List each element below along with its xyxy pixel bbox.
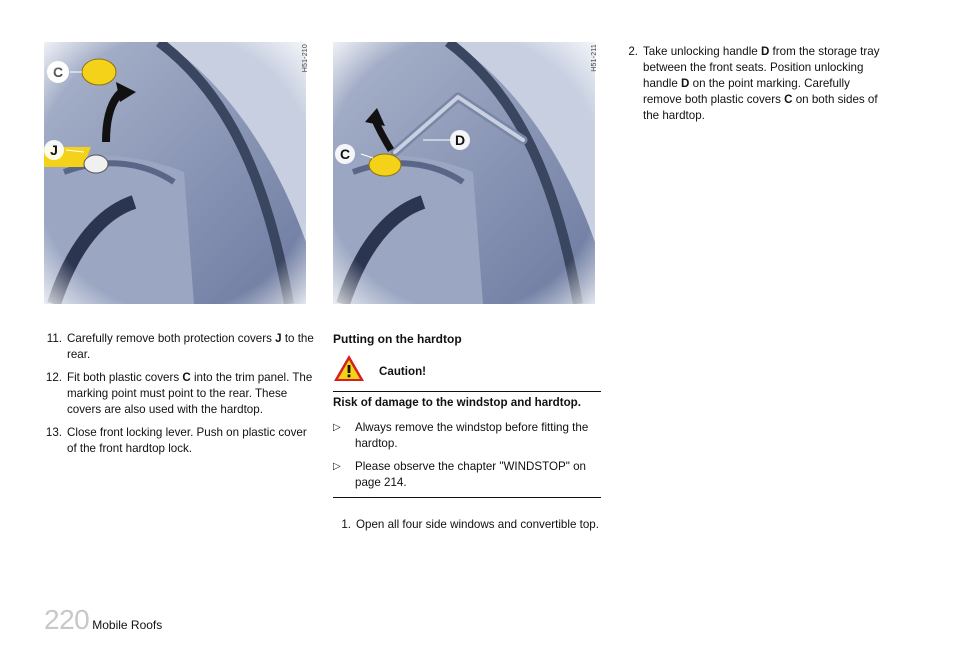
- step-1: [333, 517, 601, 533]
- caution-top-rule: [333, 391, 601, 392]
- step-12: [44, 370, 316, 418]
- step-text: Close front locking lever. Push on plastic cover of the front hardtop lock.: [67, 426, 307, 455]
- step-ref: D: [681, 77, 690, 90]
- step-text: to the rear.: [67, 332, 314, 361]
- page-footer: [44, 606, 162, 634]
- figure-code-right: H51-211: [591, 44, 598, 72]
- list-item: [333, 420, 601, 452]
- step-number: 11.: [46, 332, 62, 345]
- bullet-text: Please observe the chapter "WINDSTOP" on page 214.: [355, 460, 586, 489]
- page-number: 220: [44, 604, 90, 635]
- step-text: Carefully remove both protection covers: [67, 332, 276, 345]
- step-text: on both sides of the hardtop.: [643, 93, 878, 122]
- step-ref: D: [760, 45, 770, 58]
- triangle-bullet-icon: ▷: [333, 461, 341, 472]
- step-13: [44, 425, 316, 457]
- step-number: 12.: [45, 371, 62, 384]
- caution-header: [333, 353, 601, 383]
- step-number: 13.: [45, 426, 62, 439]
- figure-protection-covers: [44, 42, 306, 304]
- step-text: Take unlocking handle: [643, 45, 761, 58]
- step-text: on the point marking. Carefully remove both plastic covers: [643, 77, 850, 106]
- step-text: from the storage tray between the front seats. Position unlocking handle: [643, 45, 880, 90]
- step-text: Fit both plastic covers: [67, 371, 183, 384]
- caution-bottom-rule: [333, 497, 601, 498]
- step-number: 2.: [628, 45, 638, 58]
- section-heading: Putting on the hardtop: [333, 332, 462, 346]
- left-column: [44, 331, 316, 464]
- right-column: [620, 44, 888, 131]
- figure-unlocking-handle: [333, 42, 595, 304]
- step-ref: C: [182, 371, 191, 384]
- step-ref: C: [784, 93, 793, 106]
- caution-label: Caution!: [379, 365, 427, 378]
- triangle-bullet-icon: ▷: [333, 422, 341, 433]
- caution-title: Risk of damage to the windstop and hardtop.: [333, 396, 581, 409]
- warning-triangle-icon: [333, 354, 365, 382]
- caution-bullets: [333, 420, 601, 491]
- bullet-text: Always remove the windstop before fitting the hardtop.: [355, 421, 589, 450]
- middle-column: [333, 331, 601, 540]
- section-name: Mobile Roofs: [92, 618, 163, 632]
- list-item: [333, 459, 601, 491]
- car-roof-illustration-left: [44, 42, 306, 304]
- step-ref: J: [275, 332, 282, 345]
- car-roof-illustration-right: [333, 42, 595, 304]
- step-2: [620, 44, 888, 124]
- step-text: Open all four side windows and convertible top.: [356, 518, 599, 531]
- step-number: 1.: [341, 518, 351, 531]
- figure-code-left: H51-210: [302, 44, 309, 73]
- step-11: [44, 331, 316, 363]
- step-text: into the trim panel. The marking point must point to the rear. These covers are also used with the hardtop.: [67, 371, 313, 416]
